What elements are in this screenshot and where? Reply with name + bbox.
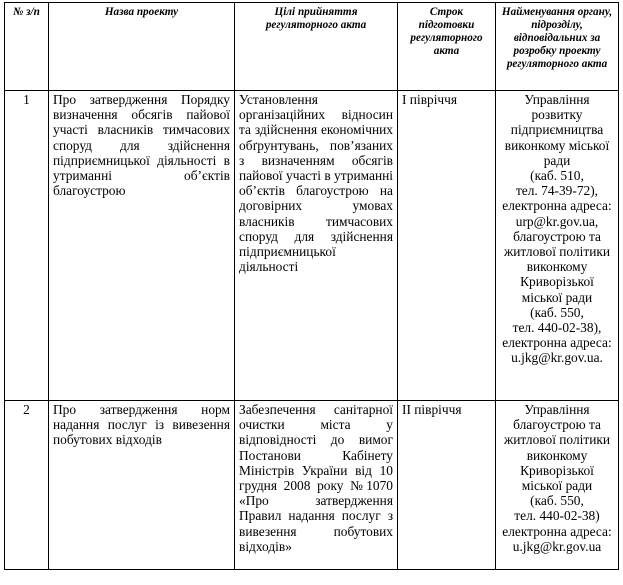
header-responsible-body: Найменування органу, підрозділу, відповідальних за розробку проекту регуляторного акта — [496, 3, 619, 91]
row-term: І півріччя — [398, 91, 496, 401]
row-term: ІІ півріччя — [398, 401, 496, 570]
row-responsible-body: Управління благоустрою та житлової політики виконкому Криворізької міської ради (каб. 550, тел. 440-02-38) електронна адреса: u.jkg@kr.gov.ua — [502, 402, 612, 554]
row-project-name: Про затвердження норм надання послуг із вивезення побутових відходів — [49, 401, 235, 570]
regulatory-plan-table — [4, 2, 619, 570]
table-row — [5, 401, 619, 570]
row-goals: Установлення організаційних відносин та здійснення економічних обґрунтувань, пов’язаних з визначенням обсягів пайової участі в утриманні об’єктів благоустрою на договірних умовах власників тимчасових споруд для здійснення підприємницької діяльності — [235, 91, 398, 401]
row-goals: Забезпечення санітарної очистки міста у відповідності до вимог Постанови Кабінету Міністрів України від 10 грудня 2008 року №1070 «Про затвердження Правил надання послуг з вивезення побутових відходів» — [235, 401, 398, 570]
header-term: Строк підготовки регуляторного акта — [398, 3, 496, 91]
header-number: № з/п — [5, 3, 49, 91]
table-header-row — [5, 3, 619, 91]
row-project-name: Про затвердження Порядку визначення обсягів пайової участі власників тимчасових споруд для здійснення підприємницької діяльності в утриманні об’єктів благоустрою — [49, 91, 235, 401]
table-row — [5, 91, 619, 401]
row-number: 1 — [5, 91, 49, 401]
header-goals: Цілі прийняття регуляторного акта — [235, 3, 398, 91]
row-number: 2 — [5, 401, 49, 570]
header-project-name: Назва проекту — [49, 3, 235, 91]
row-responsible-body: Управління розвитку підприємництва виконкому міської ради (каб. 510, тел. 74-39-72), електронна адреса: urp@kr.gov.ua, благоустрою та житлової політики виконкому Криворізької міської ради (каб. 550, тел. 440-02-38), електронна адреса: u.jkg@kr.gov.ua. — [502, 92, 612, 366]
